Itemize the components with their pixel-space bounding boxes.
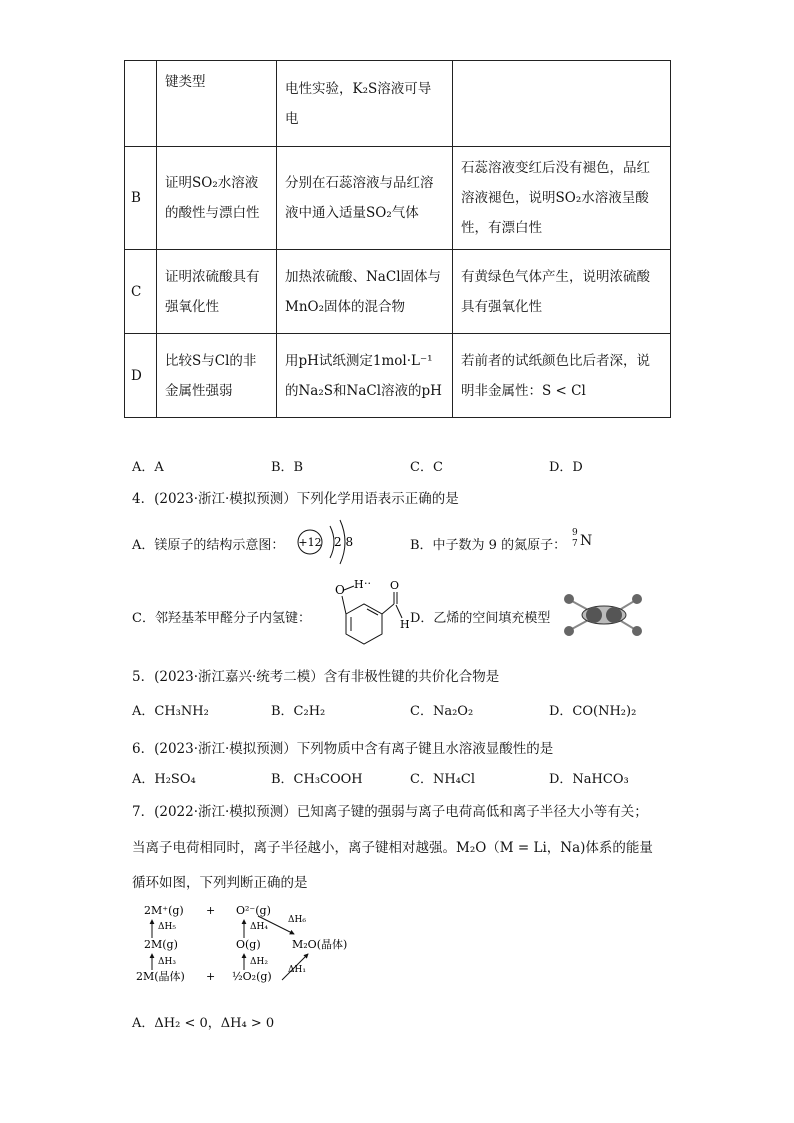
q3-option-c: C．C [410, 460, 443, 475]
cycle-2m-gas: 2M(g) [144, 938, 178, 951]
nucleus-charge: +12 [298, 536, 322, 549]
conclusion-cell: 若前者的试纸颜色比后者深，说明非金属性：S < Cl [453, 334, 671, 418]
operation-cell: 用pH试纸测定1mol·L⁻¹的Na₂S和NaCl溶液的pH [277, 334, 453, 418]
q5-stem: 5．(2023·浙江嘉兴·统考二模）含有非极性键的共价化合物是 [132, 669, 500, 685]
table-row [125, 61, 671, 147]
q7-line1: 7．(2022·浙江·模拟预测）已知离子键的强弱与离子电荷高低和离子半径大小等有关； [132, 804, 648, 820]
q6-option-a: A．H₂SO₄ [132, 772, 196, 787]
hydrogen-atom [632, 594, 642, 604]
dh5-label: ΔH₅ [158, 922, 176, 932]
cycle-half-o2: ½O₂(g) [232, 970, 272, 983]
q4-stem: 4．(2023·浙江·模拟预测）下列化学用语表示正确的是 [132, 491, 459, 507]
row-label [125, 61, 157, 147]
q7-line3: 循环如图，下列判断正确的是 [132, 875, 308, 891]
q3-option-d: D．D [549, 460, 583, 475]
cycle-plus: + [206, 904, 216, 917]
table-row [125, 147, 671, 250]
purpose-cell: 证明浓硫酸具有强氧化性 [157, 250, 277, 334]
q5-option-b: B．C₂H₂ [271, 704, 326, 719]
row-label: B [125, 147, 157, 250]
hydroxybenzaldehyde-structure [318, 574, 408, 654]
q6-option-b: B．CH₃COOH [271, 772, 363, 787]
row-label: D [125, 334, 157, 418]
svg-text:O: O [335, 583, 345, 597]
svg-text:H: H [354, 578, 364, 591]
conclusion-cell: 有黄绿色气体产生，说明浓硫酸具有强氧化性 [453, 250, 671, 334]
double-bond [367, 609, 378, 615]
nitrogen-isotope-symbol [572, 528, 598, 552]
c-o-bond [342, 596, 346, 614]
element-symbol: N [580, 533, 593, 549]
dh2-label: ΔH₂ [250, 957, 268, 967]
cycle-o-gas: O(g) [236, 938, 261, 951]
cycle-o-ion: O²⁻(g) [236, 904, 271, 917]
table-row [125, 250, 671, 334]
q3-option-a: A．A [132, 460, 164, 475]
svg-text:H: H [400, 618, 410, 631]
hydrogen-atom [632, 626, 642, 636]
purpose-cell: 键类型 [157, 61, 277, 147]
q4-option-c: C．邻羟基苯甲醛分子内氢键： [132, 611, 311, 626]
q7-option-a: A．ΔH₂ < 0，ΔH₄ > 0 [132, 1016, 275, 1031]
row-label: C [125, 250, 157, 334]
q3-option-b: B．B [271, 460, 304, 475]
energy-cycle-diagram [132, 898, 372, 998]
q6-option-c: C．NH₄Cl [410, 772, 475, 787]
carbon-atom [586, 607, 602, 623]
dh3-label: ΔH₃ [158, 957, 176, 967]
mass-number: 9 [572, 528, 578, 538]
electron-shells: 2 8 [334, 535, 354, 549]
operation-cell: 电性实验，K₂S溶液可导电 [277, 61, 453, 147]
hydrogen-atom [564, 626, 574, 636]
purpose-cell: 比较S与Cl的非金属性强弱 [157, 334, 277, 418]
q4-option-a: A．镁原子的结构示意图： [132, 538, 285, 553]
purpose-cell: 证明SO₂水溶液的酸性与漂白性 [157, 147, 277, 250]
operation-cell: 加热浓硫酸、NaCl固体与MnO₂固体的混合物 [277, 250, 453, 334]
conclusion-cell: 石蕊溶液变红后没有褪色，品红溶液褪色，说明SO₂水溶液呈酸性，有漂白性 [453, 147, 671, 250]
dh1-label: ΔH₁ [288, 965, 306, 975]
q5-option-a: A．CH₃NH₂ [132, 704, 209, 719]
q5-option-c: C．Na₂O₂ [410, 704, 474, 719]
svg-text:O: O [390, 579, 400, 592]
cycle-m2o-crystal: M₂O(晶体) [292, 938, 348, 951]
cycle-2m-crystal: 2M(晶体) [136, 970, 185, 983]
mg-atom-structure-diagram [296, 516, 366, 570]
q4-option-b: B．中子数为 9 的氮原子： [410, 538, 567, 553]
dh6-label: ΔH₆ [288, 915, 306, 925]
operation-cell: 分别在石蕊溶液与品红溶液中通入适量SO₂气体 [277, 147, 453, 250]
hydrogen-atom [564, 594, 574, 604]
q7-line2: 当离子电荷相同时，离子半径越小，离子键相对越强。M₂O（M = Li，Na)体系的能量 [132, 840, 653, 856]
q5-option-d: D．CO(NH₂)₂ [549, 704, 637, 719]
svg-text:··: ·· [364, 577, 371, 590]
cycle-2m-ion: 2M⁺(g) [144, 904, 184, 917]
conclusion-cell [453, 61, 671, 147]
ethylene-space-filling-model [560, 590, 646, 640]
dh4-label: ΔH₄ [250, 922, 268, 932]
table-row [125, 334, 671, 418]
q4-option-d: D．乙烯的空间填充模型 [410, 611, 551, 626]
q6-stem: 6．(2023·浙江·模拟预测）下列物质中含有离子键且水溶液显酸性的是 [132, 741, 554, 757]
carbon-atom [606, 607, 622, 623]
experiment-table [124, 60, 671, 418]
q6-option-d: D．NaHCO₃ [549, 772, 629, 787]
atomic-number: 7 [572, 539, 578, 549]
cycle-plus: + [206, 970, 216, 983]
